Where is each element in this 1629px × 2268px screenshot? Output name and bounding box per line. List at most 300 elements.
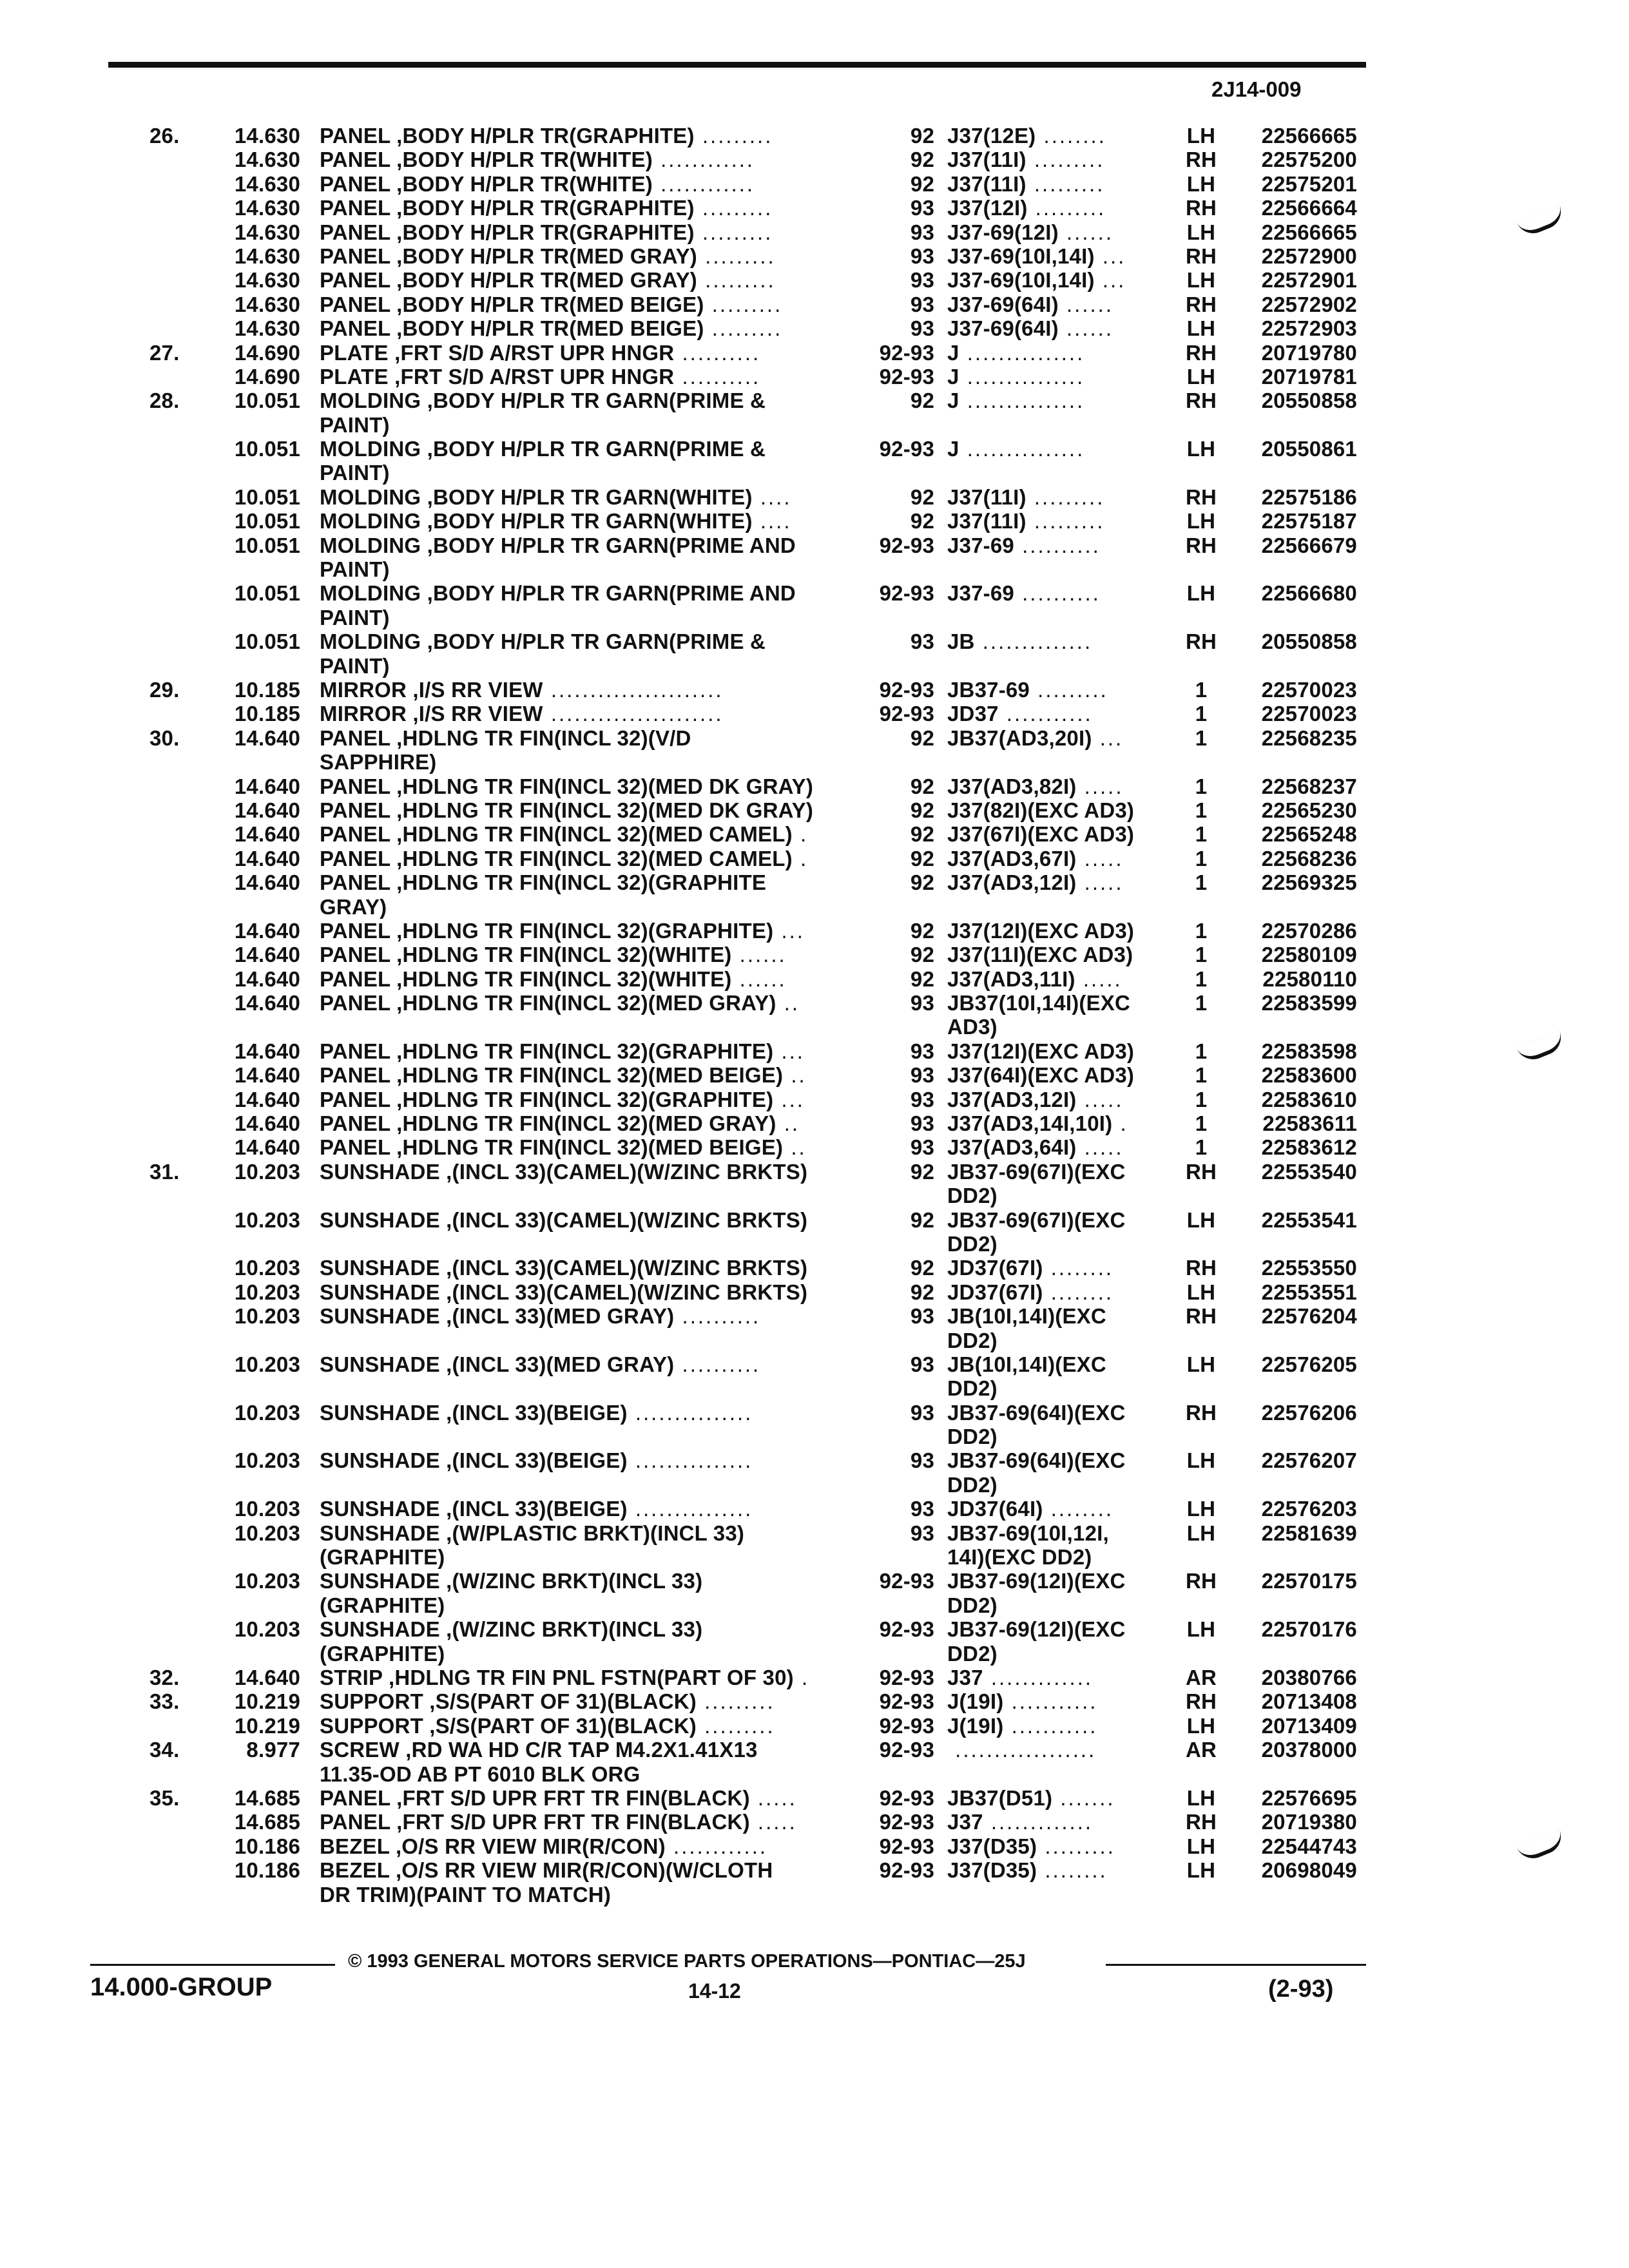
group-number	[235, 1689, 300, 1713]
model-usage	[947, 774, 1124, 798]
model-usage-text: AD3)	[947, 1015, 998, 1039]
model-usage-text: JB37-69(67I)(EXC	[947, 1207, 1126, 1232]
model-usage	[947, 293, 1113, 316]
part-description	[320, 1448, 753, 1472]
model-usage	[947, 1329, 998, 1352]
quantity-side	[1183, 919, 1219, 943]
model-usage-text: JD37(67I)	[947, 1256, 1043, 1280]
quantity-side-text: RH	[1185, 533, 1217, 557]
group-number-text: 10.203	[234, 1569, 300, 1593]
part-description-text: MOLDING ,BODY H/PLR TR GARN(PRIME &	[320, 437, 766, 461]
leader-dots: ..........	[1014, 533, 1101, 557]
table-row	[0, 461, 1629, 485]
leader-dots: ..	[783, 1135, 807, 1160]
part-number	[1262, 485, 1357, 509]
model-years	[911, 1135, 934, 1159]
part-description-text: 11.35-OD AB PT 6010 BLK ORG	[320, 1762, 641, 1786]
table-row	[0, 485, 1629, 509]
part-description	[320, 919, 805, 943]
group-number-text: 10.203	[234, 1280, 300, 1304]
leader-dots: ..........	[674, 1304, 761, 1329]
model-years	[880, 1617, 934, 1641]
model-usage-text: J37-69	[947, 581, 1014, 606]
leader-dots: ...........	[1003, 1713, 1098, 1738]
part-number	[1262, 1352, 1357, 1376]
quantity-side-text: AR	[1185, 1666, 1217, 1689]
part-description-text: PANEL ,HDLNG TR FIN(INCL 32)(GRAPHITE	[320, 870, 767, 895]
table-row	[0, 293, 1629, 316]
model-usage	[947, 629, 1092, 653]
part-description	[320, 1762, 641, 1786]
model-years	[880, 581, 934, 605]
quantity-side-text: 1	[1195, 726, 1208, 750]
model-years-text: 93	[910, 220, 934, 244]
quantity-side	[1183, 1039, 1219, 1063]
part-number	[1262, 702, 1357, 726]
part-number	[1262, 678, 1357, 702]
model-usage	[947, 1666, 1093, 1689]
part-number-text: 20550861	[1261, 437, 1357, 461]
part-number-text: 22570023	[1261, 702, 1357, 726]
quantity-side-text: RH	[1185, 148, 1217, 172]
model-usage-text: JB37-69	[947, 677, 1030, 702]
part-number-text: 22570176	[1261, 1617, 1357, 1642]
part-description-text: SUNSHADE ,(INCL 33)(CAMEL)(W/ZINC BRKTS)	[320, 1256, 808, 1280]
part-number	[1262, 1280, 1357, 1304]
model-usage	[947, 1160, 1125, 1184]
group-number	[246, 1738, 300, 1762]
ref-number	[149, 1786, 179, 1810]
part-description-text: PANEL ,BODY H/PLR TR(GRAPHITE)	[320, 124, 695, 148]
leader-dots: ...........	[998, 702, 1093, 726]
part-description	[320, 774, 813, 798]
part-number-text: 22580109	[1261, 943, 1357, 967]
part-description-text: PANEL ,HDLNG TR FIN(INCL 32)(WHITE)	[320, 966, 732, 991]
part-number	[1262, 870, 1357, 894]
model-usage-text: J37(D35)	[947, 1834, 1037, 1858]
table-row	[0, 148, 1629, 171]
group-number	[235, 1858, 300, 1882]
model-years-text: 92-93	[879, 581, 934, 606]
part-number	[1262, 533, 1357, 557]
leader-dots: .........	[694, 196, 773, 220]
quantity-side-text: 1	[1195, 1111, 1208, 1136]
quantity-side	[1183, 1135, 1219, 1159]
part-number	[1262, 1160, 1357, 1184]
model-years	[911, 1160, 934, 1184]
table-row	[0, 1497, 1629, 1521]
part-description	[320, 798, 813, 822]
part-description-text: SUPPORT ,S/S(PART OF 31)(BLACK)	[320, 1689, 697, 1714]
leader-dots: .........	[694, 220, 773, 244]
part-description-text: PANEL ,HDLNG TR FIN(INCL 32)(V/D	[320, 726, 691, 750]
part-number-text: 22570175	[1261, 1569, 1357, 1593]
leader-dots: .........	[696, 1713, 775, 1738]
group-number	[235, 1352, 300, 1376]
leader-dots: ...............	[627, 1497, 753, 1521]
model-usage-text: J37(AD3,11I)	[947, 966, 1075, 991]
model-usage	[947, 1738, 1096, 1762]
quantity-side-text: LH	[1186, 364, 1216, 389]
model-years-text: 92-93	[879, 1569, 934, 1593]
part-number	[1262, 1689, 1357, 1713]
footer-rule-left	[90, 1964, 335, 1966]
quantity-side	[1183, 172, 1219, 196]
model-usage-text: J37	[947, 1666, 983, 1689]
part-number	[1262, 726, 1357, 750]
part-description	[320, 1497, 753, 1521]
model-usage	[947, 1015, 998, 1039]
table-row	[0, 967, 1629, 991]
part-number	[1262, 1617, 1357, 1641]
quantity-side-text: LH	[1186, 171, 1216, 196]
leader-dots: .....	[1076, 846, 1124, 870]
table-row	[0, 365, 1629, 389]
leader-dots: ...............	[627, 1448, 753, 1473]
group-number	[235, 1810, 300, 1834]
group-number	[235, 293, 300, 316]
part-number	[1262, 1088, 1357, 1111]
group-number-text: 14.640	[234, 1063, 300, 1088]
quantity-side	[1183, 244, 1219, 268]
model-years	[911, 967, 934, 991]
group-number	[235, 1256, 300, 1280]
table-row	[0, 1714, 1629, 1738]
table-row	[0, 798, 1629, 822]
quantity-side-text: RH	[1185, 1569, 1217, 1593]
part-number-text: 20719780	[1261, 340, 1357, 365]
model-usage-text: DD2)	[947, 1425, 998, 1449]
quantity-side	[1183, 1448, 1219, 1472]
leader-dots: ......	[731, 943, 787, 967]
part-description-text: (GRAPHITE)	[320, 1545, 445, 1570]
model-usage	[947, 316, 1113, 340]
part-number	[1262, 1714, 1357, 1738]
table-row	[0, 1184, 1629, 1207]
model-usage	[947, 124, 1106, 148]
part-number-text: 22576207	[1261, 1448, 1357, 1473]
part-number-text: 22572901	[1261, 268, 1357, 293]
table-row	[0, 750, 1629, 774]
model-usage	[947, 991, 1130, 1015]
model-usage	[947, 1834, 1115, 1858]
part-description	[320, 1063, 807, 1087]
part-number	[1262, 1810, 1357, 1834]
model-usage	[947, 1473, 998, 1497]
part-description-text: SUNSHADE ,(W/ZINC BRKT)(INCL 33)	[320, 1569, 703, 1593]
quantity-side-text: 1	[1195, 822, 1208, 847]
group-number	[235, 268, 300, 292]
part-description	[320, 413, 390, 437]
model-usage	[947, 1184, 998, 1207]
part-number-text: 22572902	[1261, 292, 1357, 316]
ref-number	[149, 1689, 179, 1713]
model-usage	[947, 870, 1124, 894]
model-years	[911, 389, 934, 412]
leader-dots: .........	[1027, 196, 1106, 220]
model-usage-text: J37(D35)	[947, 1858, 1037, 1883]
group-number-text: 10.203	[234, 1207, 300, 1232]
group-number-text: 14.630	[234, 220, 300, 244]
model-years-text: 92	[910, 389, 934, 413]
quantity-side	[1183, 485, 1219, 509]
model-years-text: 93	[910, 1111, 934, 1136]
model-usage	[947, 919, 1134, 943]
group-number	[235, 172, 300, 196]
table-row	[0, 895, 1629, 919]
part-description-text: (GRAPHITE)	[320, 1641, 445, 1666]
model-usage	[947, 389, 1084, 412]
model-years-text: 92	[910, 726, 934, 750]
part-number-text: 22544743	[1261, 1834, 1357, 1858]
group-number-text: 14.640	[234, 798, 300, 822]
model-usage-text: JB37-69(10I,12I,	[947, 1521, 1109, 1545]
part-description	[320, 895, 387, 919]
part-number-text: 22580110	[1262, 966, 1357, 991]
model-years	[911, 774, 934, 798]
part-number-text: 22576695	[1261, 1785, 1357, 1810]
table-row	[0, 678, 1629, 702]
quantity-side	[1183, 1208, 1219, 1232]
model-usage	[947, 1256, 1113, 1280]
model-years-text: 93	[910, 1497, 934, 1521]
model-years	[911, 847, 934, 870]
leader-dots: ........	[1037, 1858, 1108, 1883]
leader-dots: ..........	[674, 1352, 761, 1376]
part-number-text: 22568236	[1261, 846, 1357, 870]
table-row	[0, 1569, 1629, 1593]
group-number-text: 10.051	[234, 509, 300, 533]
part-number-text: 22565230	[1261, 798, 1357, 822]
part-description-text: PANEL ,HDLNG TR FIN(INCL 32)(WHITE)	[320, 943, 732, 967]
leader-dots: .........	[704, 292, 783, 316]
part-description-text: SUNSHADE ,(INCL 33)(BEIGE)	[320, 1400, 628, 1425]
table-row	[0, 316, 1629, 340]
group-number	[235, 702, 300, 726]
model-usage-text: DD2)	[947, 1472, 998, 1497]
part-number-text: 22570286	[1261, 918, 1357, 943]
part-description-text: BEZEL ,O/S RR VIEW MIR(R/CON)(W/CLOTH	[320, 1858, 773, 1883]
model-usage-text: J37-69	[947, 533, 1014, 557]
model-years-text: 92-93	[879, 1785, 934, 1810]
part-description-text: SUNSHADE ,(INCL 33)(CAMEL)(W/ZINC BRKTS)	[320, 1159, 808, 1184]
quantity-side-text: RH	[1185, 1810, 1217, 1834]
model-years	[911, 293, 934, 316]
table-row	[0, 1376, 1629, 1400]
part-description	[320, 629, 766, 653]
part-description	[320, 1111, 800, 1135]
part-number-text: 20698049	[1261, 1858, 1357, 1883]
model-usage-text: J37(AD3,12I)	[947, 870, 1077, 895]
table-row	[0, 1401, 1629, 1425]
part-number-text: 22566665	[1261, 124, 1357, 148]
part-description	[320, 1810, 797, 1834]
model-years	[880, 437, 934, 461]
part-number-text: 22575186	[1261, 485, 1357, 509]
leader-dots: ..	[776, 1111, 800, 1136]
model-usage-text: JB37-69(64I)(EXC	[947, 1448, 1126, 1473]
part-description-text: SUNSHADE ,(INCL 33)(CAMEL)(W/ZINC BRKTS)	[320, 1280, 808, 1304]
part-number	[1262, 148, 1357, 171]
part-number	[1262, 847, 1357, 870]
part-description-text: SAPPHIRE)	[320, 750, 437, 774]
model-years-text: 92-93	[879, 533, 934, 557]
group-number-text: 10.203	[234, 1617, 300, 1642]
group-number-text: 14.640	[234, 1666, 300, 1689]
model-usage-text: JD37(64I)	[947, 1497, 1043, 1521]
leader-dots: ......................	[543, 702, 724, 726]
model-years	[911, 991, 934, 1015]
model-usage-text: J37(AD3,12I)	[947, 1087, 1077, 1111]
part-number-text: 22583600	[1261, 1063, 1357, 1088]
quantity-side	[1183, 1063, 1219, 1087]
model-years	[911, 316, 934, 340]
model-usage	[947, 1810, 1093, 1834]
part-description	[320, 509, 792, 533]
leader-dots: ...	[1094, 268, 1126, 293]
model-usage-text: 14I)(EXC DD2)	[947, 1545, 1092, 1570]
leader-dots: ...............	[627, 1400, 753, 1425]
group-number-text: 8.977	[246, 1738, 300, 1762]
table-row	[0, 1883, 1629, 1907]
part-description-text: PANEL ,BODY H/PLR TR(MED GRAY)	[320, 244, 697, 268]
quantity-side	[1183, 629, 1219, 653]
table-row	[0, 629, 1629, 653]
part-description-text: PANEL ,BODY H/PLR TR(WHITE)	[320, 148, 653, 172]
model-years	[880, 1666, 934, 1689]
leader-dots: .............	[983, 1666, 1094, 1689]
part-number-text: 20713409	[1261, 1713, 1357, 1738]
part-description-text: MIRROR ,I/S RR VIEW	[320, 702, 543, 726]
table-row	[0, 1160, 1629, 1184]
part-number	[1262, 1858, 1357, 1882]
model-years-text: 92	[910, 943, 934, 967]
model-usage-text: DD2)	[947, 1376, 998, 1401]
table-row	[0, 1666, 1629, 1689]
group-number-text: 14.640	[234, 1111, 300, 1136]
model-years	[880, 702, 934, 726]
group-number-text: 10.203	[234, 1448, 300, 1473]
quantity-side	[1183, 943, 1219, 966]
model-years	[911, 1448, 934, 1472]
table-row	[0, 1521, 1629, 1545]
leader-dots: .	[792, 846, 809, 870]
model-usage	[947, 533, 1101, 557]
group-number	[235, 726, 300, 750]
leader-dots: .....	[1076, 1087, 1124, 1111]
group-number-text: 10.051	[234, 581, 300, 606]
part-number	[1262, 341, 1357, 365]
part-number-text: 22568235	[1261, 726, 1357, 750]
part-description	[320, 1256, 807, 1280]
model-usage	[947, 509, 1104, 533]
quantity-side	[1183, 1834, 1219, 1858]
model-years-text: 93	[910, 1135, 934, 1160]
quantity-side-text: RH	[1185, 1159, 1217, 1184]
group-number	[235, 316, 300, 340]
model-years-text: 92-93	[879, 1666, 934, 1689]
quantity-side-text: 1	[1195, 1039, 1208, 1063]
group-number-text: 14.640	[234, 846, 300, 870]
part-number-text: 22576206	[1261, 1400, 1357, 1425]
ref-number-text: 31.	[149, 1159, 180, 1184]
quantity-side-text: RH	[1185, 340, 1217, 365]
part-description-text: GRAY)	[320, 894, 387, 919]
part-description	[320, 847, 808, 870]
leader-dots: .......	[1052, 1785, 1115, 1810]
group-number	[235, 124, 300, 148]
part-description	[320, 1738, 758, 1762]
leader-dots: .....	[1076, 774, 1124, 798]
model-usage-text: J37(67I)(EXC AD3)	[947, 822, 1135, 847]
part-description	[320, 485, 792, 509]
quantity-side-text: LH	[1186, 1352, 1216, 1376]
model-years-text: 92-93	[879, 1834, 934, 1858]
part-number	[1262, 196, 1357, 220]
model-years	[880, 1738, 934, 1762]
model-years-text: 92-93	[879, 677, 934, 702]
part-number	[1262, 1834, 1357, 1858]
part-description	[320, 1617, 702, 1641]
model-years	[911, 822, 934, 846]
model-usage-text: J37(AD3,14I,10I)	[947, 1111, 1113, 1136]
part-number-text: 22568237	[1261, 774, 1357, 798]
ref-number	[149, 1738, 179, 1762]
model-years	[880, 1786, 934, 1810]
table-row	[0, 1642, 1629, 1666]
part-number	[1262, 389, 1357, 412]
part-description-text: STRIP ,HDLNG TR FIN PNL FSTN(PART OF 30)	[320, 1666, 794, 1689]
part-number-text: 22583599	[1261, 991, 1357, 1015]
table-row	[0, 1738, 1629, 1762]
part-number	[1262, 1304, 1357, 1328]
model-years-text: 93	[910, 244, 934, 268]
part-description-text: SUNSHADE ,(W/PLASTIC BRKT)(INCL 33)	[320, 1521, 745, 1545]
table-row	[0, 1593, 1629, 1617]
model-usage	[947, 1714, 1097, 1738]
model-usage	[947, 1304, 1106, 1328]
part-description	[320, 1569, 702, 1593]
leader-dots: ..............	[974, 629, 1093, 654]
quantity-side	[1183, 1280, 1219, 1304]
table-row	[0, 1786, 1629, 1810]
leader-dots: ............	[652, 171, 755, 196]
part-description-text: PANEL ,HDLNG TR FIN(INCL 32)(GRAPHITE)	[320, 1039, 774, 1063]
model-years-text: 92	[910, 1280, 934, 1304]
part-description-text: SUNSHADE ,(INCL 33)(MED GRAY)	[320, 1304, 675, 1329]
quantity-side	[1183, 341, 1219, 365]
quantity-side-text: RH	[1185, 1256, 1217, 1280]
model-years	[911, 124, 934, 148]
part-number	[1262, 581, 1357, 605]
table-row	[0, 1448, 1629, 1472]
group-number-text: 14.640	[234, 943, 300, 967]
part-description-text: PANEL ,BODY H/PLR TR(GRAPHITE)	[320, 196, 695, 220]
part-number	[1262, 124, 1357, 148]
quantity-side-text: LH	[1186, 1834, 1216, 1858]
part-description	[320, 1642, 445, 1666]
quantity-side	[1183, 678, 1219, 702]
group-number-text: 14.640	[234, 1087, 300, 1111]
leader-dots: ...	[773, 918, 805, 943]
quantity-side	[1183, 1497, 1219, 1521]
model-years-text: 92	[910, 870, 934, 895]
quantity-side	[1183, 1617, 1219, 1641]
model-years-text: 93	[910, 1352, 934, 1376]
quantity-side	[1183, 822, 1219, 846]
part-description-text: MIRROR ,I/S RR VIEW	[320, 677, 543, 702]
group-number-text: 10.051	[234, 437, 300, 461]
